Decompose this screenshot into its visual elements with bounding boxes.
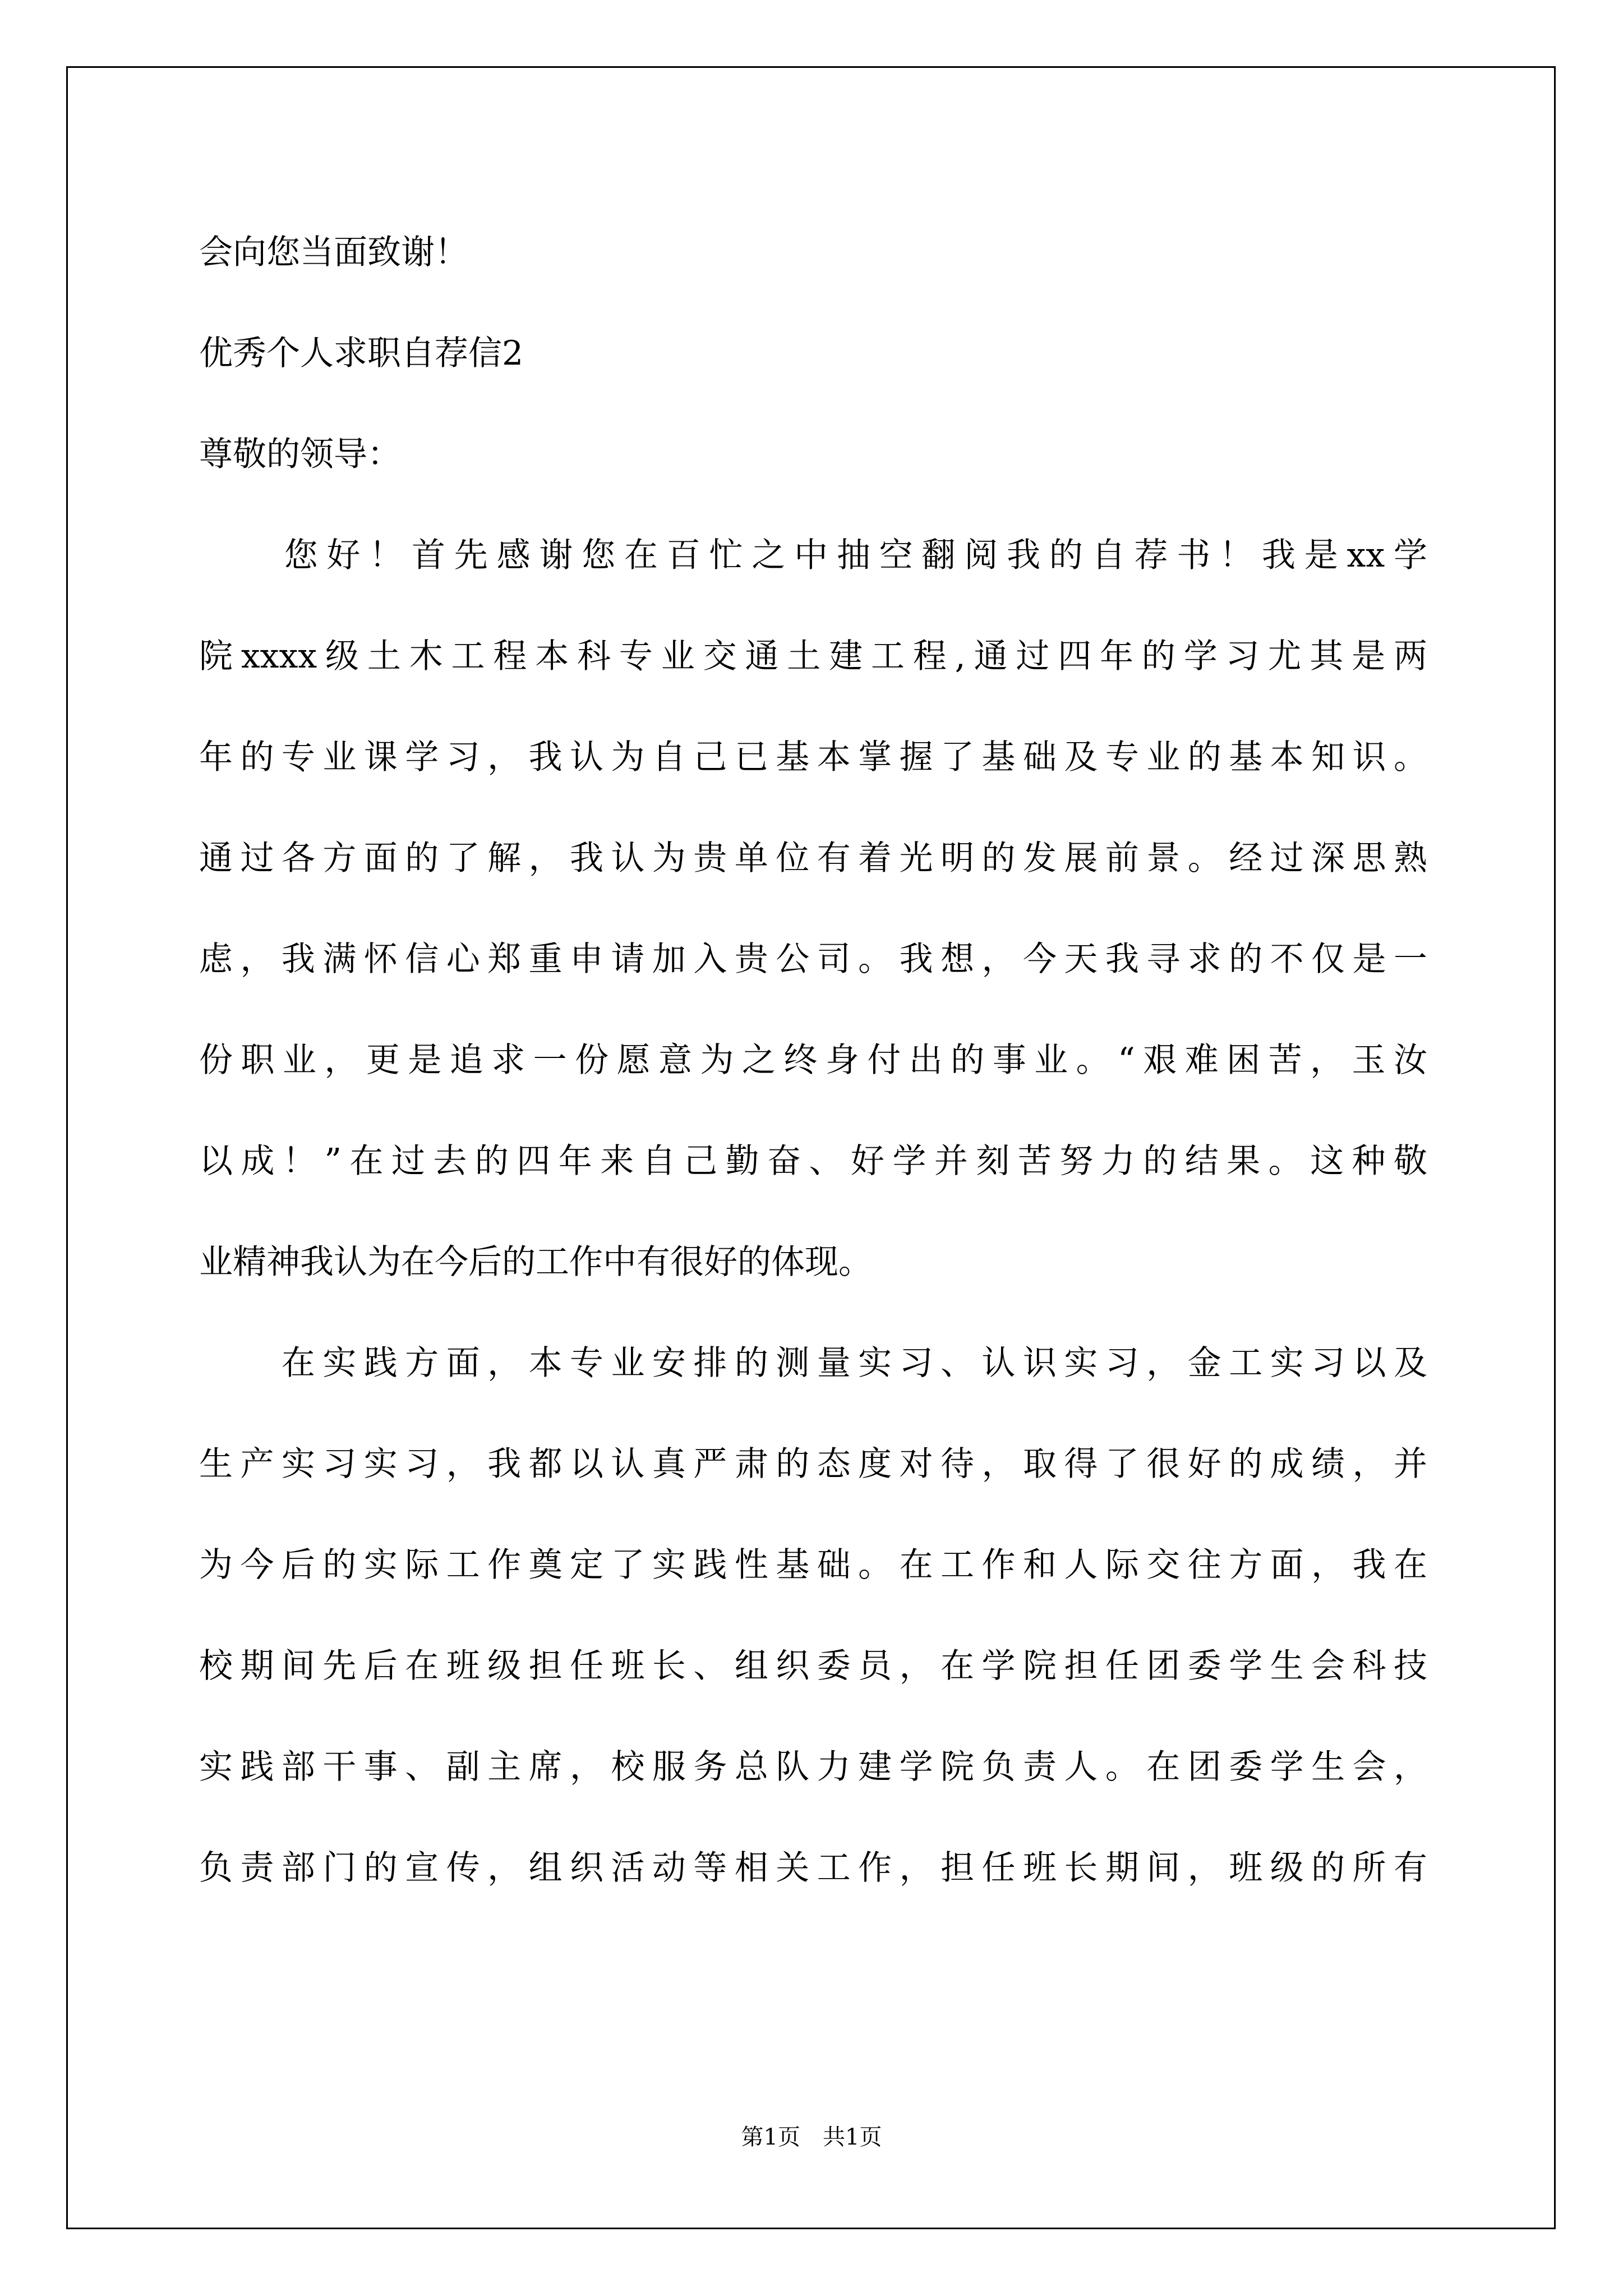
text-line: 为今后的实际工作奠定了实践性基础。在工作和人际交往方面，我在 [199,1545,1427,1585]
text-line: 在实践方面，本专业安排的测量实习、认识实习，金工实习以及 [199,1343,1427,1383]
text-line: 份职业，更是追求一份愿意为之终身付出的事业。“艰难困苦，玉汝 [199,1041,1427,1080]
text-line: 会向您当面致谢！ [199,233,468,272]
text-line: 负责部门的宣传，组织活动等相关工作，担任班长期间，班级的所有 [199,1848,1427,1888]
text-line: 年的专业课学习，我认为自己已基本掌握了基础及专业的基本知识。 [199,738,1427,777]
text-line: 生产实习实习，我都以认真严肃的态度对待，取得了很好的成绩，并 [199,1444,1427,1484]
text-line: 您好！首先感谢您在百忙之中抽空翻阅我的自荐书！我是xx学 [199,536,1427,575]
text-line: 虑，我满怀信心郑重申请加入贵公司。我想，今天我寻求的不仅是一 [199,940,1427,979]
text-line: 院xxxx级土木工程本科专业交通土建工程,通过四年的学习尤其是两 [199,637,1427,676]
text-line: 校期间先后在班级担任班长、组织委员，在学院担任团委学生会科技 [199,1646,1427,1686]
text-line: 实践部干事、副主席，校服务总队力建学院负责人。在团委学生会， [199,1747,1427,1787]
document-title: 优秀个人求职自荐信2 [199,334,524,373]
text-line: 以成！”在过去的四年来自己勤奋、好学并刻苦努力的结果。这种敬 [199,1142,1427,1181]
salutation: 尊敬的领导： [199,435,401,474]
text-line: 业精神我认为在今后的工作中有很好的体现。 [199,1243,872,1282]
text-line: 通过各方面的了解，我认为贵单位有着光明的发展前景。经过深思熟 [199,839,1427,878]
page-number: 第1页 共1页 [741,2124,882,2150]
